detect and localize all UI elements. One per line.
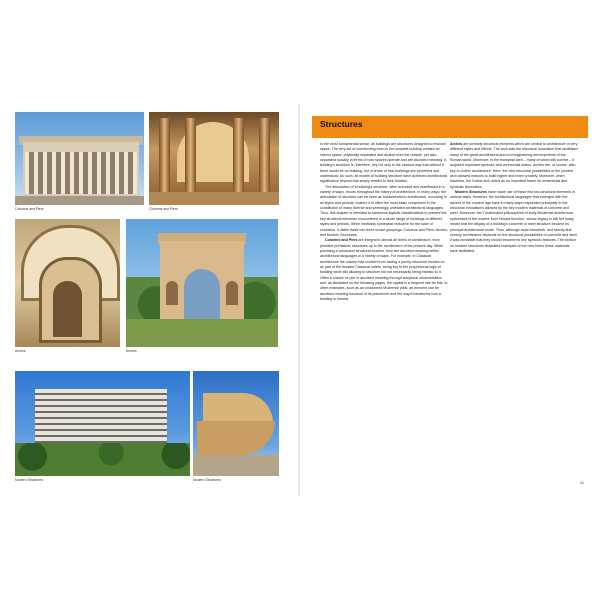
photo-gothic-arches	[15, 219, 120, 347]
text-column-2	[450, 142, 578, 254]
paragraph: The articulation of a building's structure, often encoded and manifested in a variety of ways, recurs throughout the history of architecture. In many ways, the articulation of structure can be seen as fundamental to architecture, occurring in all styles and periods. Indeed, it is often the most basic component in the constitution of many diverse and seemingly unrelated architectural languages. Thus, this chapter is intended to transcend stylistic classifications to present the key structural elements encountered in a whole range of buildings of different styles and periods. While inevitably somewhat reductive for the sake of concision, it distils these into three broad groupings: Columns and Piers; Arches; and Modern Structures.	[320, 184, 448, 237]
left-page	[12, 104, 300, 496]
photo-column-hall	[149, 112, 279, 205]
caption: Arches	[126, 349, 137, 353]
caption: Arches	[15, 349, 26, 353]
paragraph: Arches are similarly structural elements which are central to architecture of very different styles and effects. The arch was the structural innovation that facilitated many of the great architectural and civil engineering developments of the Roman world. Moreover, in the triumphal arch – many of which still survive – it acquired important symbolic and ceremonial status. Arches are, of course, also key to Gothic architecture. Here, the new structural possibilities of the pointed arch allowed masons to build higher and more ornately. Moreover, when traceried, the Gothic arch acted as an important frame for ornamental and symbolic decoration.	[450, 142, 578, 189]
section-heading: Structures	[320, 119, 363, 129]
photo-curved-modern-building	[193, 371, 279, 476]
book-spread	[12, 104, 588, 496]
right-page	[300, 104, 588, 496]
photo-triumphal-arch	[126, 219, 278, 347]
caption: Columns and Piers	[149, 207, 178, 211]
caption: Modern Structures	[193, 478, 221, 482]
caption: Modern Structures	[15, 478, 43, 482]
text-column-1	[320, 142, 448, 302]
paragraph: Modern Structures have made use of these first two structural elements in various ways. However, the architectural languages that emerged with the advent of the modern age have in many ways responded principally to the structural innovations allowed by the key modern materials of concrete and steel. Moreover, the Functionalist philosophies of early Modernist architecture, epitomized in the mantra 'form follows function', whose legacy is still felt today, meant that the display of a building's concrete or steel structure became its principal architectural mode. Thus, although much twentieth- and twenty-first-century architecture depends on the structural possibilities of concrete and steel, it was inevitable that they should become its key symbolic features. The section on modern structures illustrates examples of the new forms these materials have facilitated.	[450, 190, 578, 253]
paragraph: Columns and Piers are integral to almost all forms of architecture, from primitive prehistoric structures up to the architecture of the present day. While providing a consistent structural function, they are ascribed meaning within architectural languages in a variety of ways. For example, in Classical architecture the column has evolved from having a purely structural function to, as part of the broader Classical orders, being key to the proportional logic of building while still alluding to structure but not necessarily being intrinsic to it. Often a column or pier is ascribed meaning through sculptural ornamentation and, as illustrated on the following pages, the capital is a frequent site for this. In other examples, such as an unadorned Modernist piloti, an element can be ascribed meaning because of its placement and the way it transforms how a building is formed.	[320, 238, 448, 301]
caption: Columns and Piers	[15, 207, 44, 211]
paragraph: In the most fundamental sense, all buildings are structures designed to enclose space. The very act of constructing even in the simplest building creates an interior space, physically separated and distinct from the outside, yet also separated socially in terms of how spaces operate and are ascribed meaning. A building's structure is, therefore, key not only in the obvious way that without it there would be no building, but in terms of how buildings are perceived and understood. As such, all modes of building structure have achieved architectural significance beyond that simply related to their function.	[320, 142, 448, 184]
page-number: 41	[580, 481, 584, 485]
photo-classical-building	[15, 112, 144, 205]
photo-modernist-block	[15, 371, 190, 476]
